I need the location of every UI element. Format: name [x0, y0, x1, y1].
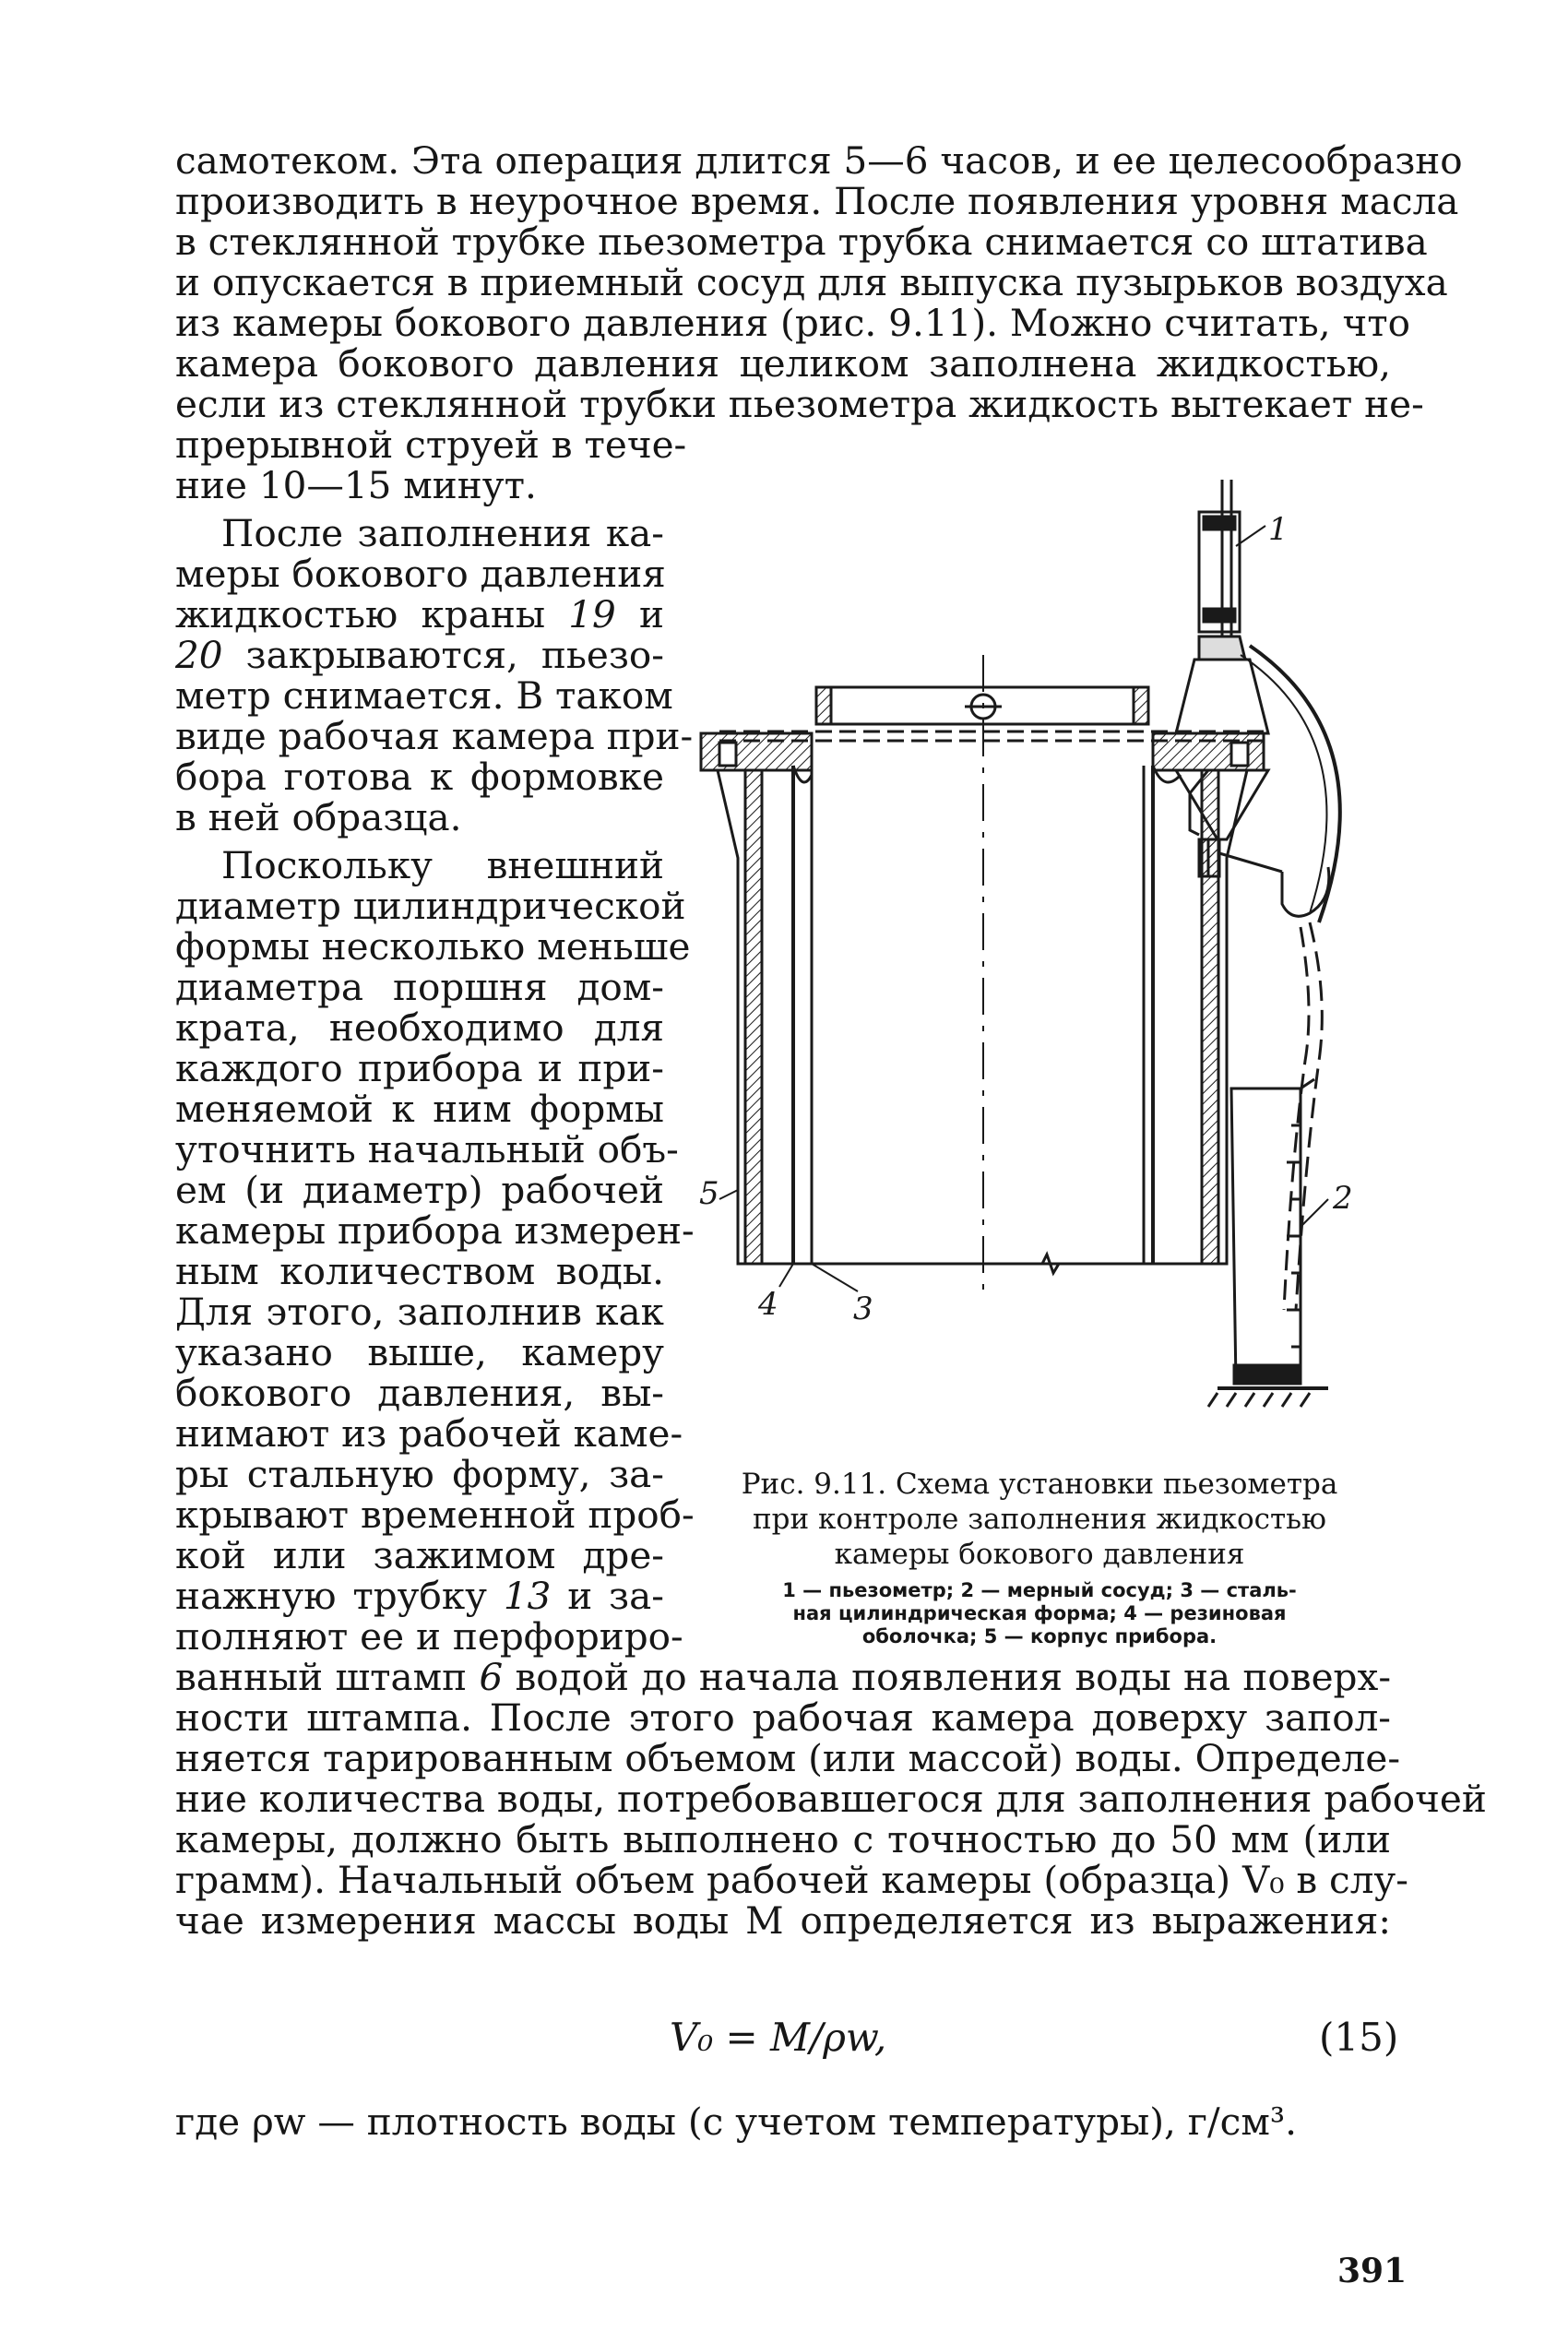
figure-caption-title: при контроле заполнения жидкостью — [752, 1503, 1327, 1536]
text-line: крывают временной проб- — [175, 1493, 695, 1537]
callout-2: 2 — [1333, 1180, 1353, 1217]
piezometer-funnel — [1176, 660, 1268, 733]
text-span: водой до начала появления воды на поверх- — [503, 1655, 1392, 1699]
callout-1: 1 — [1268, 511, 1289, 548]
text-line: ным количеством воды. — [175, 1249, 664, 1293]
text-line: нимают из рабочей каме- — [175, 1411, 683, 1456]
text-line: ние 10—15 минут. — [175, 463, 537, 507]
text-line: бокового давления, вы- — [175, 1371, 664, 1415]
figure-caption-title: камеры бокового давления — [834, 1538, 1245, 1571]
text-line: каждого прибора и при- — [175, 1046, 664, 1090]
figure-legend: ная цилиндрическая форма; 4 — резиновая — [792, 1602, 1287, 1624]
text-line: ры стальную форму, за- — [175, 1452, 664, 1496]
text-span: и — [615, 592, 664, 636]
page-number: 391 — [1337, 2252, 1408, 2290]
stamp-number: 6 — [479, 1655, 504, 1699]
text-line: если из стеклянной трубки пьезометра жидкость вытекает не- — [175, 382, 1424, 426]
text-line: После заполнения ка- — [221, 511, 664, 555]
text-line: ем (и диаметр) рабочей — [175, 1168, 664, 1212]
figure-caption-title: Рис. 9.11. Схема установки пьезометра — [741, 1468, 1338, 1501]
callout-3: 3 — [853, 1290, 873, 1327]
text-line: прерывной струей в тече- — [175, 422, 687, 467]
text-span: жидкостью краны — [175, 592, 569, 636]
text-line: уточнить начальный объ- — [175, 1127, 679, 1172]
callout-5: 5 — [699, 1175, 719, 1212]
text-line: камеры прибора измерен- — [175, 1208, 695, 1253]
valve-number: 19 — [568, 592, 616, 636]
text-span: нажную трубку — [175, 1574, 504, 1618]
text-line: диаметра поршня дом- — [175, 965, 664, 1009]
text-line: чае измерения массы воды М определяется из выражения: — [175, 1898, 1391, 1943]
text-line: формы несколько меньше — [175, 924, 691, 969]
text-span: ванный штамп — [175, 1655, 480, 1699]
text-line: в стеклянной трубке пьезометра трубка снимается со штатива — [175, 220, 1428, 264]
text-line: указано выше, камеру — [175, 1330, 664, 1374]
text-line: метр снимается. В таком — [175, 673, 673, 718]
text-line: где ρw — плотность воды (с учетом температуры), г/см³. — [175, 2099, 1297, 2144]
formula-number: (15) — [1319, 2015, 1399, 2060]
text-line: виде рабочая камера при- — [175, 714, 694, 758]
text-line: самотеком. Эта операция длится 5—6 часов, и ее целесообразно — [175, 138, 1463, 183]
text-line: камера бокового давления целиком заполнена жидкостью, — [175, 341, 1391, 386]
text-line: няется тарированным объемом (или массой) воды. Определе- — [175, 1736, 1401, 1780]
tube-number: 13 — [503, 1574, 552, 1618]
text-line: диаметр цилиндрической — [175, 884, 686, 928]
text-span: закрываются, пьезо- — [222, 633, 664, 677]
text-line: камеры, должно быть выполнено с точностью до 50 мм (или — [175, 1817, 1391, 1861]
text-line: производить в неурочное время. После появления уровня масла — [175, 179, 1459, 223]
left-flange — [701, 733, 812, 770]
text-line: меры бокового давления — [175, 552, 666, 596]
text-line: кой или зажимом дре- — [175, 1533, 664, 1577]
text-span: и за- — [551, 1574, 664, 1618]
text-line: в ней образца. — [175, 795, 462, 839]
text-line: бора готова к формовке — [175, 755, 664, 799]
text-line: Поскольку внешний — [221, 843, 664, 887]
callout-4: 4 — [758, 1286, 778, 1323]
figure-legend: 1 — пьезометр; 2 — мерный сосуд; 3 — сталь- — [782, 1579, 1297, 1601]
text-line: Для этого, заполнив как — [175, 1290, 664, 1334]
text-line: ности штампа. После этого рабочая камера доверху запол- — [175, 1695, 1391, 1740]
figure-legend: оболочка; 5 — корпус прибора. — [861, 1625, 1218, 1647]
text-line: грамм). Начальный объем рабочей камеры (образца) V₀ в слу- — [175, 1858, 1408, 1902]
text-line: и опускается в приемный сосуд для выпуска пузырьков воздуха — [175, 260, 1448, 304]
text-line: крата, необходимо для — [175, 1005, 664, 1050]
valve-number: 20 — [175, 633, 223, 677]
text-line: ние количества воды, потребовавшегося для заполнения рабочей — [175, 1777, 1487, 1821]
text-line: меняемой к ним формы — [175, 1087, 664, 1131]
text-line: из камеры бокового давления (рис. 9.11). Можно считать, что — [175, 301, 1411, 345]
formula: V₀ = M/ρw, — [670, 2015, 887, 2060]
text-line: полняют ее и перфориро- — [175, 1614, 683, 1659]
